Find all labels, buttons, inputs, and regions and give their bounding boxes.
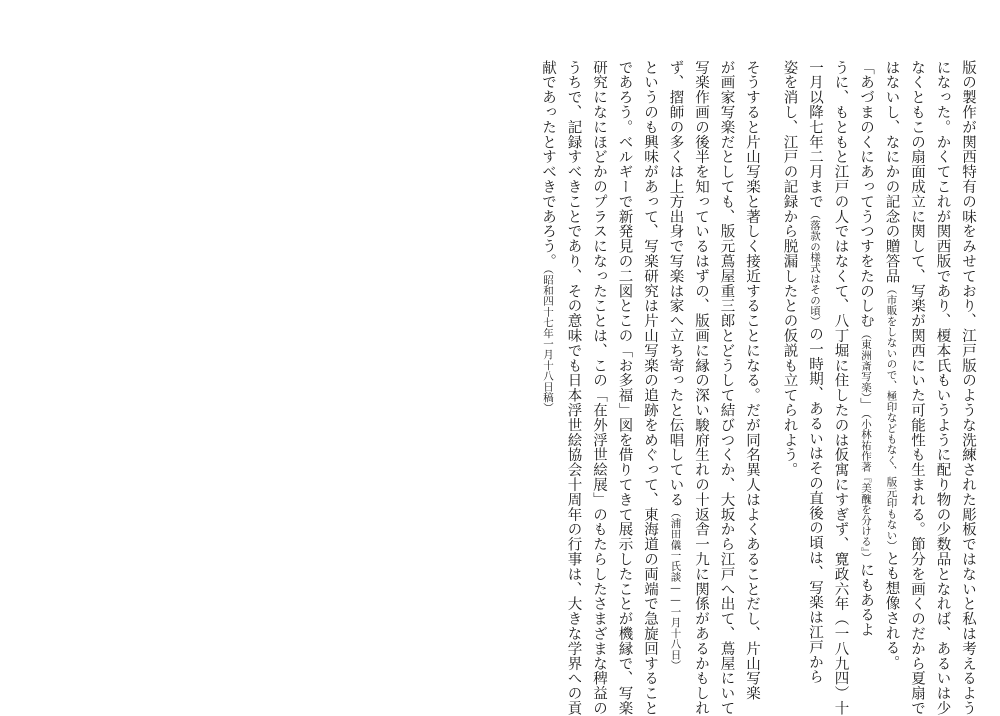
text-segment: はないし、なにかの記念の贈答品 xyxy=(883,60,900,284)
text-column xyxy=(560,60,586,716)
text-segment: うちで、記録すべきことであり、その意味でも日本浮世絵協会十周年の行事は、大きな学界への貢 xyxy=(565,60,582,716)
text-column xyxy=(904,60,930,716)
text-segment: 一月以降七年二月まで xyxy=(807,60,823,209)
text-column xyxy=(827,60,853,716)
date-note: （昭和四十七年一月十八日稿） xyxy=(542,268,554,414)
text-segment: そうすると片山写楽と著しく接近することになる。だが同名異人はよくあることだし、片山写楽 xyxy=(744,60,760,701)
text-segment: 写楽作画の後半を知っているはずの、版画に縁の深い駿府生れの十返舎一九に関係があるかもしれ xyxy=(693,60,709,716)
text-column xyxy=(713,60,739,716)
text-segment: 献であったとすべきであろう。 xyxy=(540,60,556,269)
text-column xyxy=(955,60,981,716)
text-segment: 版の製作が関西特有の味をみせており、江戸版のような洗練された彫板ではないと私は考えるよう xyxy=(960,60,976,716)
text-segment: なくともこの扇面成立に関して、写楽が関西にいた可能性も生まれる。節分を画くのだから夏扇で xyxy=(909,60,925,716)
text-column xyxy=(637,60,663,716)
text-segment: であろう。ベルギーで新発見の二図とこの「お多福」図を借りてきて展示したことが機縁で、写楽 xyxy=(616,60,633,716)
text-segment: というのも興味があって、写楽研究は片山写楽の追跡をめぐって、東海道の両端で急旋回すること xyxy=(642,60,658,716)
text-column xyxy=(802,60,828,685)
text-segment: の一時期、あるいはその直後の頃は、写楽は江戸から xyxy=(807,326,823,685)
text-column xyxy=(739,60,765,701)
text-segment: 「あづまのくにあってうつすをたのしむ xyxy=(858,60,874,329)
text-segment: ず、摺師の多くは上方出身で写楽は家へ立ち寄ったと伝唱している xyxy=(667,60,684,507)
text-column xyxy=(586,60,612,716)
inline-note: （落款の様式はその頃） xyxy=(809,209,821,327)
inline-note: （市販をしないので、極印などもなく、版元印もない） xyxy=(885,283,898,551)
text-column xyxy=(688,60,714,716)
inline-note: （小林祐作著『美醜を分ける』） xyxy=(860,412,872,563)
text-segment: 研究になにほどかのプラスになったことは、この「在外浮世絵展」のもたらしたさまざまな稗益の xyxy=(591,60,607,716)
text-column xyxy=(535,60,561,590)
inline-note: （東洲斎写楽） xyxy=(860,328,872,398)
text-segment: 姿を消し、江戸の記録から脱漏したとの仮説も立てられよう。 xyxy=(781,60,798,478)
text-segment: 」 xyxy=(858,397,874,413)
text-column xyxy=(776,60,802,590)
text-segment: とも想像される。 xyxy=(883,551,900,671)
text-segment: うに、もともと江戸の人ではなくて、八丁堀に住したのは仮寓にすぎず、寛政六年（一八九四）十 xyxy=(832,60,849,716)
text-column xyxy=(878,60,904,671)
text-segment: にもあるよ xyxy=(858,562,874,638)
inline-note: （浦田儀一氏談——一月十八日） xyxy=(669,507,682,671)
text-column xyxy=(853,60,879,638)
text-column xyxy=(662,60,688,671)
text-segment: が画家写楽だとしても、版元蔦屋重三郎とどうして結びつくか、大坂から江戸へ出て、蔦屋にいて xyxy=(718,60,735,716)
text-column xyxy=(611,60,637,716)
vertical-text-block xyxy=(535,60,981,716)
text-column xyxy=(929,60,955,716)
text-segment: になった。かくてこれが関西版であり、榎本氏もいうように配り物の少数品となれば、あるいは少 xyxy=(934,60,951,716)
